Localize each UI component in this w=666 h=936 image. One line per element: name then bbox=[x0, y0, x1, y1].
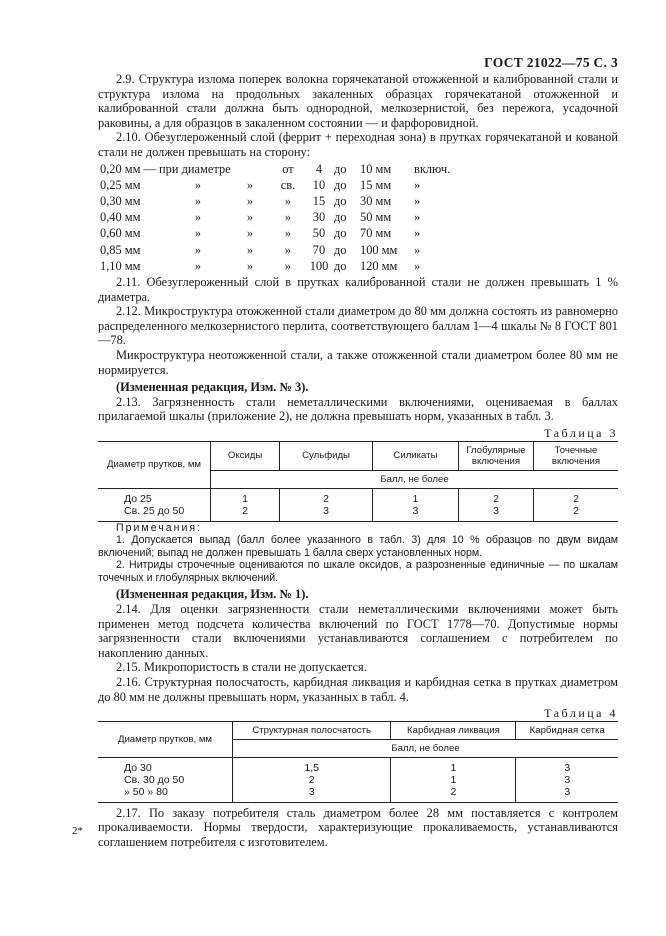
t3-header-point: Точечные включения bbox=[534, 441, 619, 470]
depth-row bbox=[100, 178, 616, 192]
depth-do: до bbox=[334, 258, 347, 273]
depth-do: до bbox=[334, 210, 347, 225]
t4-r2-banding: 2 bbox=[308, 773, 315, 786]
depth-from: 70 bbox=[312, 242, 326, 257]
depth-mm: 0,25 мм bbox=[100, 177, 141, 192]
note-1: 1. Допускается выпад (балл более указанного в табл. 3) для 10 % образцов по двум видам включений; выпад не должен превышать 1 балла сверх установленных норм. bbox=[98, 534, 618, 559]
depth-row bbox=[100, 210, 616, 224]
depth-from: 15 bbox=[312, 193, 326, 208]
clause-2-12: 2.12. Микроструктура отожженной стали диаметром до 80 мм должна состоять из равномерно распределенного мелкозернистого перлита, соответствующего баллам 1—4 шкалы № 8 ГОСТ 801—78. bbox=[98, 304, 618, 348]
table-3 bbox=[98, 441, 618, 522]
depth-mm: 0,85 мм bbox=[100, 242, 141, 257]
depth-do: до bbox=[334, 161, 347, 176]
t3-r2-globular: 3 bbox=[493, 504, 499, 517]
depth-pre: от bbox=[282, 161, 294, 176]
t3-globular-cell bbox=[459, 488, 534, 521]
clause-2-9: 2.9. Структура излома поперек волокна горячекатаной отожженной и калиброванной стали и структура излома на продольных закаленных образцах горячекатаной отожженной и калиброванной стали должна быть однородной, мелкозернистой, без пережога, усадочной раковины, а для образцов в закаленном состоянии — и фарфоровидной. bbox=[98, 72, 618, 130]
t4-r1-banding: 1,5 bbox=[304, 761, 319, 774]
t3-r1-silicates: 1 bbox=[412, 492, 419, 505]
t3-r2-silicates: 3 bbox=[412, 504, 419, 517]
revision-note-3: (Измененная редакция, Изм. № 3). bbox=[116, 380, 309, 395]
depth-suf: включ. bbox=[414, 161, 451, 176]
depth-pre: св. bbox=[280, 177, 296, 192]
t4-r2-network: 3 bbox=[564, 773, 571, 786]
depth-q2: » bbox=[246, 210, 254, 225]
clause-2-15: 2.15. Микропористость в стали не допускается. bbox=[116, 660, 367, 675]
table-4 bbox=[98, 721, 618, 803]
t3-r1-point: 2 bbox=[573, 492, 579, 505]
t3-r2-point: 2 bbox=[573, 504, 579, 517]
depth-pre: » bbox=[284, 258, 292, 273]
depth-row bbox=[100, 162, 616, 176]
depth-do: до bbox=[334, 193, 347, 208]
depth-do: до bbox=[334, 226, 347, 241]
depth-row bbox=[100, 226, 616, 240]
t4-diameter-cell bbox=[98, 757, 233, 802]
t4-header-banding: Структурная полосчатость bbox=[233, 721, 391, 739]
depth-row bbox=[100, 243, 616, 257]
table-4-caption: Таблица 4 bbox=[544, 706, 618, 721]
t3-oxides-cell bbox=[211, 488, 280, 521]
clause-2-14: 2.14. Для оценки загрязненности стали неметаллическими включениями может быть применен метод подсчета количества включений по ГОСТ 1778—70. Допустимые нормы загрязненности стали включениями устанавливаются соглашением с потребителем по накоплению данных. bbox=[98, 602, 618, 660]
page-mark: 2* bbox=[72, 825, 83, 837]
depth-pre: » bbox=[284, 193, 292, 208]
depth-suf: » bbox=[414, 210, 421, 225]
t3-header-globular: Глобулярные включения bbox=[459, 441, 534, 470]
t4-r3-diameter: » 50 » 80 bbox=[124, 785, 168, 798]
depth-from: 30 bbox=[312, 210, 326, 225]
depth-pre: » bbox=[284, 226, 292, 241]
depth-mm: 1,10 мм bbox=[100, 258, 141, 273]
depth-to: 10 мм bbox=[360, 161, 392, 176]
depth-from: 50 bbox=[312, 226, 326, 241]
page-header: ГОСТ 21022—75 С. 3 bbox=[484, 55, 618, 70]
depth-mm: 0,20 мм — при диаметре bbox=[100, 161, 231, 176]
depth-to: 70 мм bbox=[360, 226, 392, 241]
clause-2-17: 2.17. По заказу потребителя сталь диаметром более 28 мм поставляется с контролем прокаливаемости. Нормы твердости, характеризующие прокаливаемость, устанавливаются соглашением потребителя с изготовителем. bbox=[98, 805, 618, 850]
depth-suf: » bbox=[414, 177, 421, 192]
t3-r1-sulfides: 2 bbox=[323, 492, 329, 505]
t3-r1-oxides: 1 bbox=[242, 492, 248, 505]
t3-r2-diameter: Св. 25 до 50 bbox=[124, 504, 185, 517]
depth-q1: » bbox=[194, 258, 202, 273]
depth-pre: » bbox=[284, 242, 292, 257]
t3-r1-diameter: До 25 bbox=[124, 492, 152, 505]
t4-header-network: Карбидная сетка bbox=[516, 721, 618, 739]
t3-silicates-cell bbox=[372, 488, 458, 521]
depth-pre: » bbox=[284, 210, 292, 225]
t4-r1-network: 3 bbox=[564, 761, 571, 774]
revision-note-1: (Измененная редакция, Изм. № 1). bbox=[116, 587, 309, 602]
t3-sulfides-cell bbox=[280, 488, 373, 521]
depth-from: 10 bbox=[312, 177, 326, 192]
depth-suf: » bbox=[414, 226, 421, 241]
depth-q2: » bbox=[246, 242, 254, 257]
depth-to: 30 мм bbox=[360, 193, 392, 208]
t4-r2-liquation: 1 bbox=[450, 773, 457, 786]
t4-banding-cell bbox=[233, 757, 391, 802]
t4-header-diameter: Диаметр прутков, мм bbox=[98, 721, 233, 757]
t3-r1-globular: 2 bbox=[493, 492, 499, 505]
t3-header-sulfides: Сульфиды bbox=[280, 441, 373, 470]
depth-from: 4 bbox=[315, 161, 323, 176]
depth-row bbox=[100, 194, 616, 208]
depth-do: до bbox=[334, 242, 347, 257]
depth-mm: 0,60 мм bbox=[100, 226, 141, 241]
clause-2-13: 2.13. Загрязненность стали неметаллическими включениями, оцениваемая в баллах прилагаемой шкалы (приложение 2), не должна превышать норм, указанных в табл. 3. bbox=[98, 394, 618, 424]
t4-r3-banding: 3 bbox=[308, 785, 315, 798]
depth-from: 100 bbox=[309, 258, 329, 273]
t4-header-liquation: Карбидная ликвация bbox=[391, 721, 516, 739]
t3-point-cell bbox=[534, 488, 619, 521]
t3-header-silicates: Силикаты bbox=[372, 441, 458, 470]
depth-q1: » bbox=[194, 226, 202, 241]
clause-2-12-note: Микроструктура неотожженной стали, а также отожженной стали диаметром более 80 мм не нормируется. bbox=[98, 347, 618, 377]
notes-heading: Примечания: bbox=[116, 521, 203, 534]
t4-r3-network: 3 bbox=[564, 785, 571, 798]
decarb-depth-list bbox=[98, 160, 618, 275]
depth-q2: » bbox=[246, 258, 254, 273]
depth-do: до bbox=[334, 177, 347, 192]
clause-2-11: 2.11. Обезуглероженный слой в прутках калиброванной стали не должен превышать 1 % диаметра. bbox=[98, 274, 618, 304]
depth-to: 120 мм bbox=[360, 258, 398, 273]
table-3-caption: Таблица 3 bbox=[544, 425, 618, 440]
depth-suf: » bbox=[414, 242, 421, 257]
t3-r2-oxides: 2 bbox=[242, 504, 248, 517]
t3-header-oxides: Оксиды bbox=[211, 441, 280, 470]
depth-to: 15 мм bbox=[360, 177, 392, 192]
depth-q2: » bbox=[246, 226, 254, 241]
t4-r2-diameter: Св. 30 до 50 bbox=[124, 773, 185, 786]
t4-r1-diameter: До 30 bbox=[124, 761, 152, 774]
depth-suf: » bbox=[414, 258, 421, 273]
depth-to: 50 мм bbox=[360, 210, 392, 225]
t4-r3-liquation: 2 bbox=[450, 785, 457, 798]
document-body bbox=[98, 72, 618, 850]
t3-header-diameter: Диаметр прутков, мм bbox=[98, 441, 211, 488]
t4-liquation-cell bbox=[391, 757, 516, 802]
depth-mm: 0,40 мм bbox=[100, 210, 141, 225]
t3-diameter-cell bbox=[98, 488, 211, 521]
depth-to: 100 мм bbox=[360, 242, 398, 257]
note-2: 2. Нитриды строчечные оцениваются по шкале оксидов, а разрозненные единичные — по шкалам точечных и глобулярных включений. bbox=[98, 559, 618, 584]
t4-network-cell bbox=[516, 757, 618, 802]
depth-q2: » bbox=[246, 193, 254, 208]
depth-q1: » bbox=[194, 193, 202, 208]
t4-r1-liquation: 1 bbox=[450, 761, 457, 774]
depth-suf: » bbox=[414, 193, 421, 208]
depth-row bbox=[100, 259, 616, 273]
t4-header-unit: Балл, не более bbox=[233, 739, 619, 757]
t3-r2-sulfides: 3 bbox=[323, 504, 329, 517]
clause-2-16: 2.16. Структурная полосчатость, карбидная ликвация и карбидная сетка в прутках диаметром до 80 мм не должны превышать норм, указанных в табл. 4. bbox=[98, 675, 618, 704]
t3-header-unit: Балл, не более bbox=[211, 470, 619, 488]
depth-q2: » bbox=[246, 177, 254, 192]
depth-q1: » bbox=[194, 177, 202, 192]
clause-2-10: 2.10. Обезуглероженный слой (феррит + переходная зона) в прутках горячекатаной и кованой стали не должен превышать на сторону: bbox=[98, 130, 618, 159]
depth-mm: 0,30 мм bbox=[100, 193, 141, 208]
depth-q1: » bbox=[194, 210, 202, 225]
depth-q1: » bbox=[194, 242, 202, 257]
